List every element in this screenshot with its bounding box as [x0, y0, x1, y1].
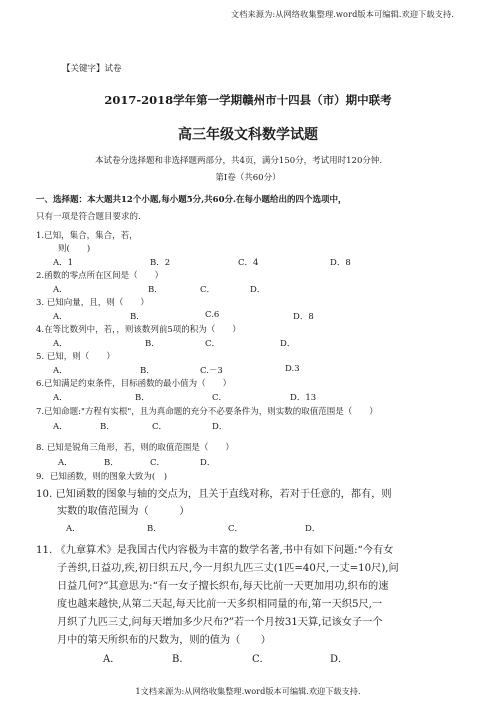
- q2-option-c: C．: [200, 285, 216, 295]
- q5-option-d: D.3: [285, 364, 300, 374]
- question-11-cont-1: 子善织,日益功,疾,初日织五尺,今一月织九匹三丈(1匹=40尺,一丈=10尺),问: [57, 563, 399, 574]
- question-11-cont-5: 月中的第天所织布的尺数为，则的值为（ ）: [57, 635, 271, 646]
- question-1: 1.已知，集合，集合，若，: [36, 231, 138, 241]
- question-11-cont-4: 月织了九匹三丈,问每天增加多少尺布?”若一个月按31天算,记该女子一个: [57, 617, 383, 628]
- q4-option-c: C．: [205, 339, 221, 349]
- q4-option-b: B．: [145, 339, 160, 349]
- question-10: 10. 已知函数的图象与轴的交点为，且关于直线对称，若对于任意的，都有，则: [36, 489, 392, 500]
- q7-option-d: D．: [212, 422, 228, 432]
- q3-option-a: A．: [53, 312, 68, 322]
- q11-option-d: D．: [330, 654, 349, 665]
- q3-option-b: B．: [130, 312, 145, 322]
- q4-option-a: A．: [53, 339, 68, 349]
- q10-option-d: D．: [305, 524, 321, 534]
- footer-note: 1文档来源为:从网络收集整理.word版本可编辑.欢迎下载支持.: [135, 686, 361, 696]
- q8-option-b: B．: [104, 458, 119, 468]
- q4-option-d: D．: [280, 339, 296, 349]
- section-heading: 一、选择题：本大题共12个小题,每小题5分,共60分.在每小题给出的四个选项中，: [36, 195, 347, 205]
- q2-option-a: A．: [53, 285, 68, 295]
- volume-heading: 第Ⅰ卷（共60分）: [215, 173, 281, 183]
- q7-option-c: C．: [152, 422, 168, 432]
- question-7: 7.已知命题:"方程有实根"，且为真命题的充分不必要条件为，则实数的取值范围是（ ）: [36, 407, 378, 417]
- q10-option-a: A．: [66, 524, 81, 534]
- q8-option-d: D．: [200, 458, 216, 468]
- q1-option-a: A．1: [53, 258, 74, 268]
- q2-option-b: B．: [148, 285, 163, 295]
- question-1-cont: 则( ): [58, 244, 91, 254]
- question-6: 6.已知满足约束条件，目标函数的最小值为（ ）: [36, 379, 232, 389]
- question-10-cont: 实数的取值范围为（ ）: [57, 506, 190, 517]
- q3-option-c: C.6: [205, 310, 220, 320]
- section-heading-cont: 只有一项是符合题目要求的.: [36, 212, 141, 222]
- keyword-tag: 【关键字】试卷: [62, 64, 122, 74]
- question-11-cont-2: 日益几何?”其意思为:“有一女子擅长织布,每天比前一天更加用功,织布的速: [57, 581, 389, 592]
- q10-option-b: B．: [147, 524, 162, 534]
- q6-option-d: D．13: [290, 393, 317, 403]
- q1-option-c: C．4: [238, 258, 259, 268]
- q11-option-a: A．: [103, 654, 121, 665]
- q8-option-a: A．: [58, 458, 73, 468]
- question-5: 5. 已知，则（ ）: [36, 352, 115, 362]
- q5-option-a: A．: [53, 366, 68, 376]
- question-11-cont-3: 度也越来越快,从第二天起,每天比前一天多织相同量的布,第一天织5尺,一: [57, 599, 383, 610]
- question-2: 2.函数的零点所在区间是（ ）: [36, 271, 164, 281]
- q6-option-b: B．: [135, 393, 150, 403]
- question-8: 8. 已知是锐角三角形，若，则的取值范围是（ ）: [36, 443, 234, 453]
- question-3: 3. 已知向量，且，则（ ）: [36, 298, 149, 308]
- q2-option-d: D．: [250, 285, 266, 295]
- question-9: 9．已知函数，则的图象大致为( ): [36, 472, 168, 482]
- q11-option-b: B．: [172, 654, 190, 665]
- q7-option-b: B．: [100, 422, 115, 432]
- q3-option-d: D．8: [293, 312, 314, 322]
- q10-option-c: C．: [228, 524, 244, 534]
- exam-title: 2017-2018学年第一学期赣州市十四县（市）期中联考: [104, 93, 392, 107]
- q11-option-c: C．: [252, 654, 270, 665]
- exam-intro: 本试卷分选择题和非选择题两部分，共4页，满分150分，考试用时120分钟.: [95, 156, 383, 166]
- q1-option-d: D．8: [330, 258, 351, 268]
- header-note: 文档来源为:从网络收集整理.word版本可编辑.欢迎下载支持.: [230, 9, 454, 19]
- question-4: 4.在等比数列中，若，，则该数列前5项的积为（ ）: [36, 325, 241, 335]
- q1-option-b: B．2: [150, 258, 171, 268]
- q5-option-c: C.－3: [200, 366, 223, 376]
- q7-option-a: A．: [53, 422, 68, 432]
- q5-option-b: B．: [140, 366, 155, 376]
- q6-option-a: A．: [53, 393, 68, 403]
- q8-option-c: C．: [150, 458, 166, 468]
- q6-option-c: C．: [212, 393, 228, 403]
- exam-subtitle: 高三年级文科数学试题: [178, 127, 318, 143]
- question-11: 11. 《九章算术》是我国古代内容极为丰富的数学名著,书中有如下问题:“今有女: [36, 545, 394, 556]
